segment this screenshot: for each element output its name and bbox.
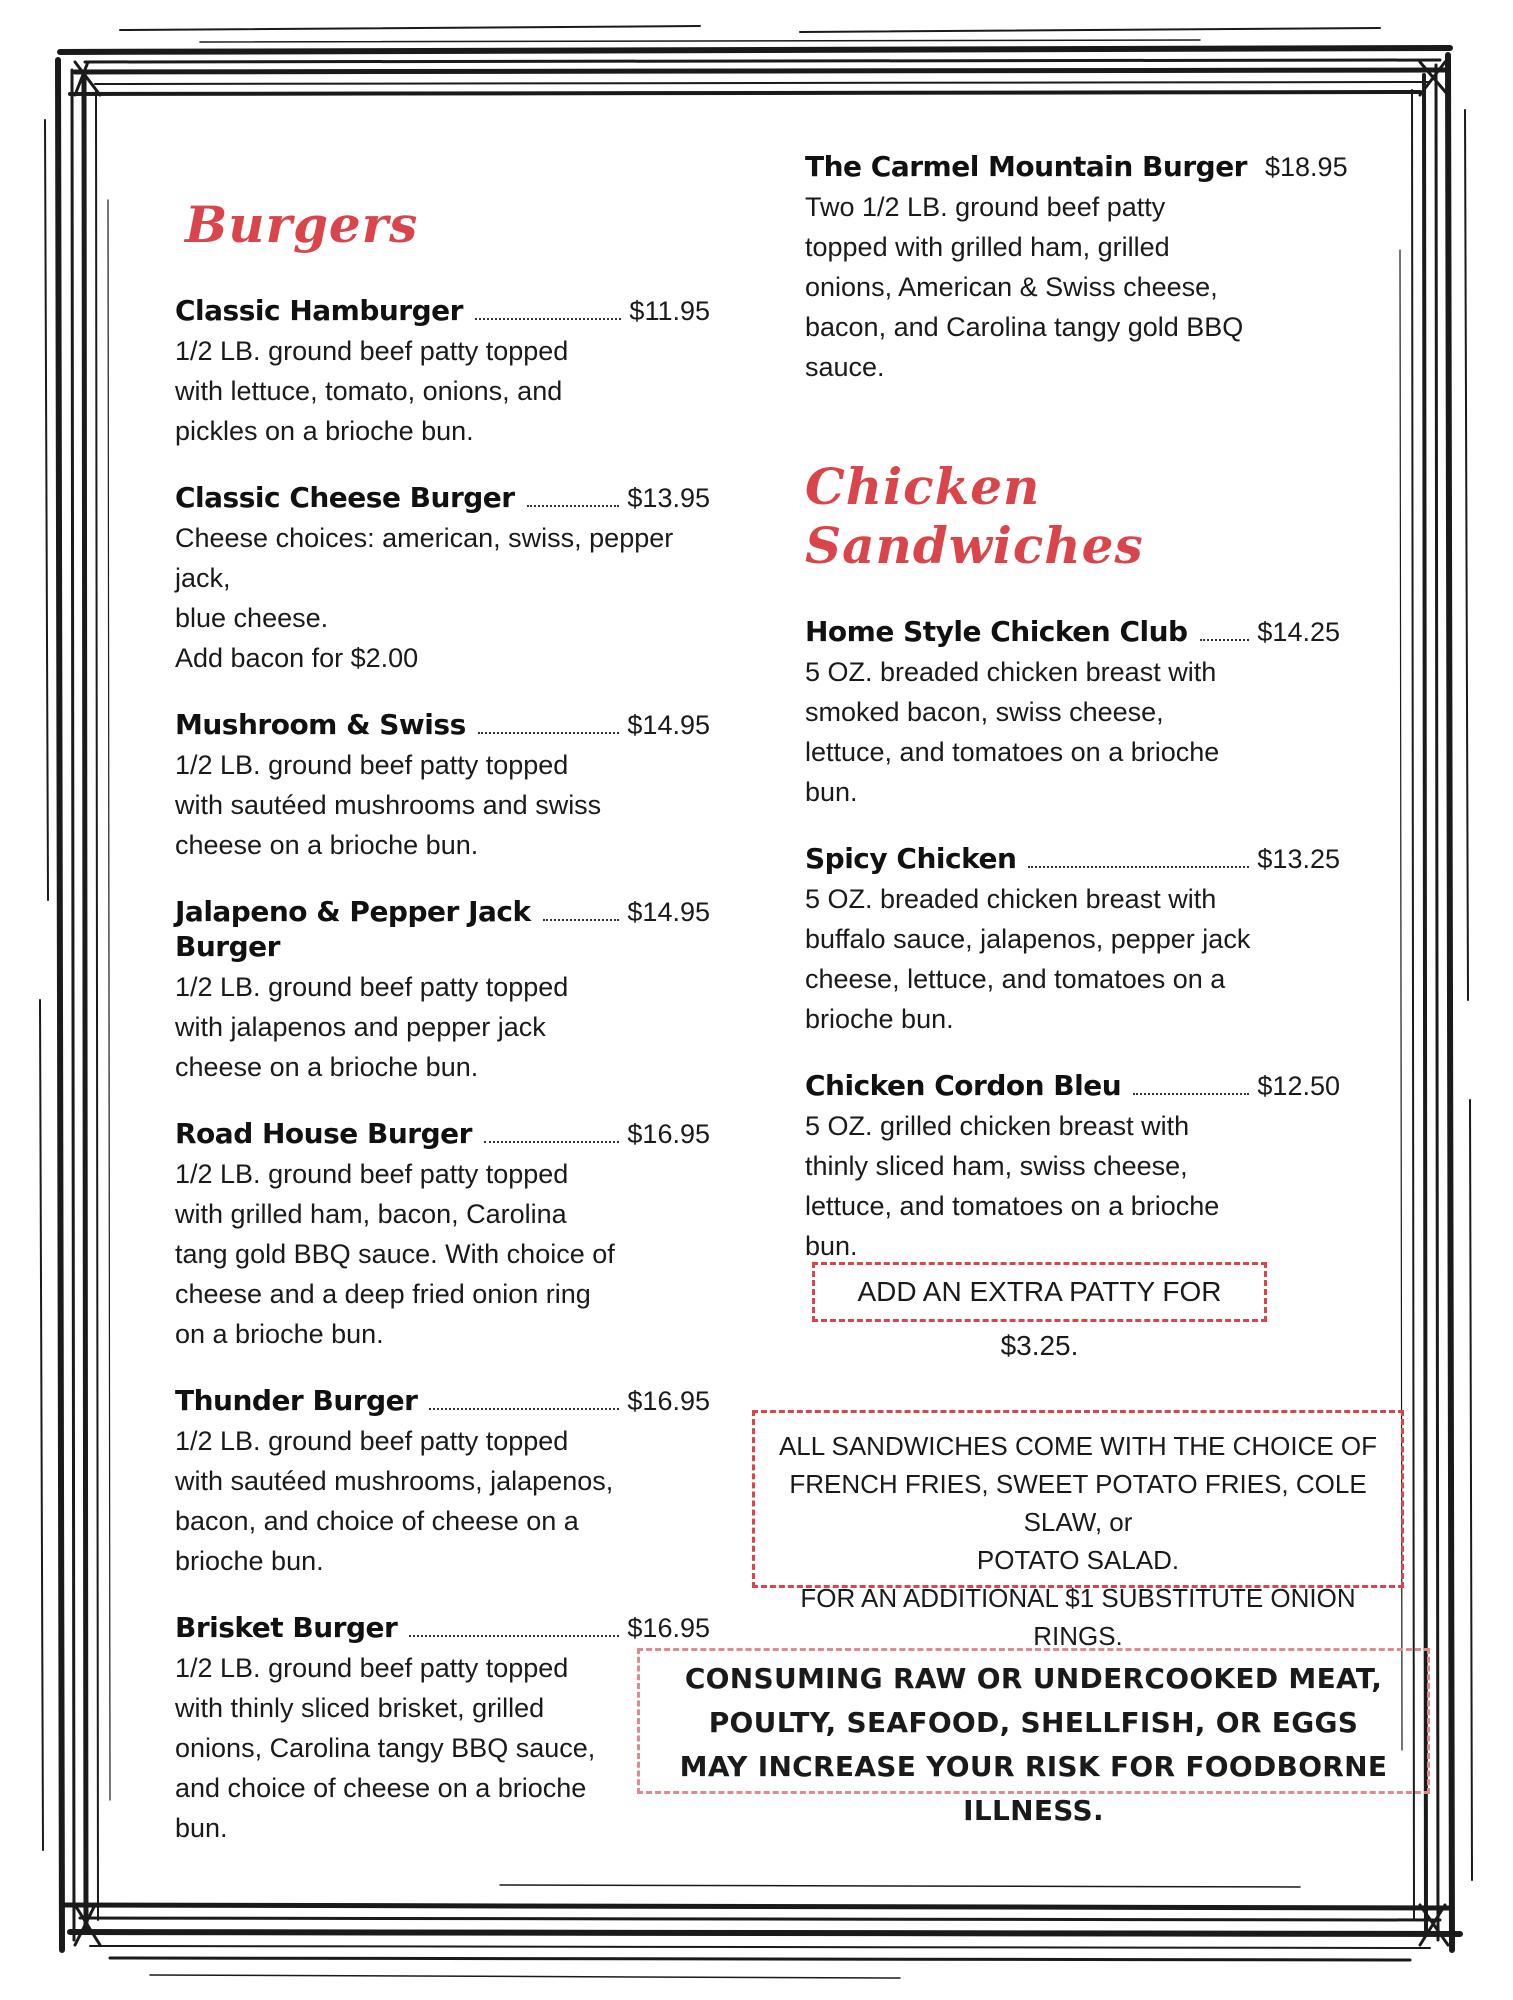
item-price: $11.95 — [629, 296, 710, 326]
sides-notice — [752, 1410, 1404, 1651]
item-name: The Carmel Mountain Burger — [805, 150, 1247, 183]
item-price: $13.95 — [627, 483, 710, 513]
menu-item-carmel-mountain-burger — [805, 150, 1348, 387]
item-description: 1/2 LB. ground beef patty topped with lettuce, tomato, onions, and pickles on a brioche bun. — [175, 336, 569, 446]
item-description: 1/2 LB. ground beef patty topped with grilled ham, bacon, Carolina tang gold BBQ sauce. With choice of cheese and a deep fried onion ring on a brioche bun. — [175, 1159, 615, 1349]
menu-item-thunder-burger — [175, 1384, 710, 1581]
burgers-title: Burgers — [185, 195, 419, 254]
dot-leader — [409, 1635, 619, 1637]
menu-item-home-style-chicken-club — [805, 615, 1340, 812]
sides-notice-line: POTATO SALAD. — [976, 1545, 1180, 1575]
item-price: $16.95 — [627, 1119, 710, 1149]
menu-item-spicy-chicken — [805, 842, 1340, 1039]
item-price: $13.25 — [1257, 844, 1340, 874]
menu-item-mushroom-swiss — [175, 708, 710, 865]
item-description: 5 OZ. grilled chicken breast with thinly sliced ham, swiss cheese, lettuce, and tomatoes on a brioche bun. — [805, 1111, 1220, 1261]
dot-leader — [429, 1408, 619, 1410]
menu-item-chicken-cordon-bleu — [805, 1069, 1340, 1266]
item-name: Brisket Burger — [175, 1611, 398, 1644]
item-description: 1/2 LB. ground beef patty topped with thinly sliced brisket, grilled onions, Carolina tangy BBQ sauce, and choice of cheese on a brioche bun. — [175, 1653, 596, 1843]
item-price: $12.50 — [1257, 1071, 1340, 1101]
menu-item-classic-hamburger — [175, 294, 710, 451]
right-column — [805, 150, 1348, 1296]
dot-leader — [1133, 1093, 1249, 1095]
sides-notice-line: FOR AN ADDITIONAL $1 SUBSTITUTE ONION RINGS. — [800, 1583, 1356, 1651]
dot-leader — [475, 318, 621, 320]
sides-notice-line: ALL SANDWICHES COME WITH THE CHOICE OF — [778, 1431, 1378, 1461]
item-name: Classic Hamburger — [175, 294, 463, 327]
item-name: Chicken Cordon Bleu — [805, 1069, 1122, 1102]
item-description: 5 OZ. breaded chicken breast with buffalo sauce, jalapenos, pepper jack cheese, lettuce, and tomatoes on a brioche bun. — [805, 884, 1251, 1034]
item-price: $16.95 — [627, 1386, 710, 1416]
menu-item-brisket-burger — [175, 1611, 710, 1848]
item-description: 1/2 LB. ground beef patty topped with sautéed mushrooms and swiss cheese on a brioche bun. — [175, 750, 602, 860]
chicken-sandwiches-title: Chicken Sandwiches — [805, 457, 1144, 575]
extra-patty-notice: ADD AN EXTRA PATTY FOR $3.25. — [812, 1262, 1267, 1322]
menu-item-road-house-burger — [175, 1117, 710, 1354]
item-description: Two 1/2 LB. ground beef patty topped with grilled ham, grilled onions, American & Swiss cheese, bacon, and Carolina tangy gold BBQ sauce. — [805, 192, 1244, 382]
menu-item-classic-cheese-burger — [175, 481, 710, 678]
item-price: $16.95 — [627, 1613, 710, 1643]
item-name-line2: Burger — [175, 930, 280, 963]
food-safety-warning — [637, 1648, 1430, 1827]
warning-line: POULTY, SEAFOOD, SHELLFISH, OR EGGS — [708, 1706, 1359, 1739]
dot-leader — [1028, 866, 1249, 868]
item-name: Classic Cheese Burger — [175, 481, 515, 514]
menu-item-jalapeno-pepper-jack — [175, 895, 710, 1087]
item-name: Mushroom & Swiss — [175, 708, 466, 741]
dot-leader — [543, 919, 620, 921]
dot-leader — [484, 1141, 619, 1143]
item-price: $14.95 — [627, 897, 710, 927]
dot-leader — [527, 505, 620, 507]
item-name: Road House Burger — [175, 1117, 472, 1150]
item-name: Jalapeno & Pepper Jack — [175, 895, 531, 928]
dot-leader — [478, 732, 620, 734]
warning-line: MAY INCREASE YOUR RISK FOR FOODBORNE ILLNESS. — [679, 1750, 1388, 1827]
item-description: 1/2 LB. ground beef patty topped with sautéed mushrooms, jalapenos, bacon, and choice of cheese on a brioche bun. — [175, 1426, 614, 1576]
item-description: 5 OZ. breaded chicken breast with smoked bacon, swiss cheese, lettuce, and tomatoes on a brioche bun. — [805, 657, 1220, 807]
item-name: Home Style Chicken Club — [805, 615, 1188, 648]
item-description: Cheese choices: american, swiss, pepper jack, blue cheese. Add bacon for $2.00 — [175, 523, 674, 673]
dot-leader — [1200, 639, 1250, 641]
item-price: $18.95 — [1265, 152, 1348, 182]
sides-notice-line: FRENCH FRIES, SWEET POTATO FRIES, COLE SLAW, or — [789, 1469, 1367, 1537]
warning-line: CONSUMING RAW OR UNDERCOOKED MEAT, — [684, 1662, 1383, 1695]
item-name: Thunder Burger — [175, 1384, 418, 1417]
item-price: $14.95 — [627, 710, 710, 740]
burgers-column — [175, 195, 710, 1878]
item-description: 1/2 LB. ground beef patty topped with jalapenos and pepper jack cheese on a brioche bun. — [175, 972, 569, 1082]
item-price: $14.25 — [1257, 617, 1340, 647]
item-name: Spicy Chicken — [805, 842, 1017, 875]
